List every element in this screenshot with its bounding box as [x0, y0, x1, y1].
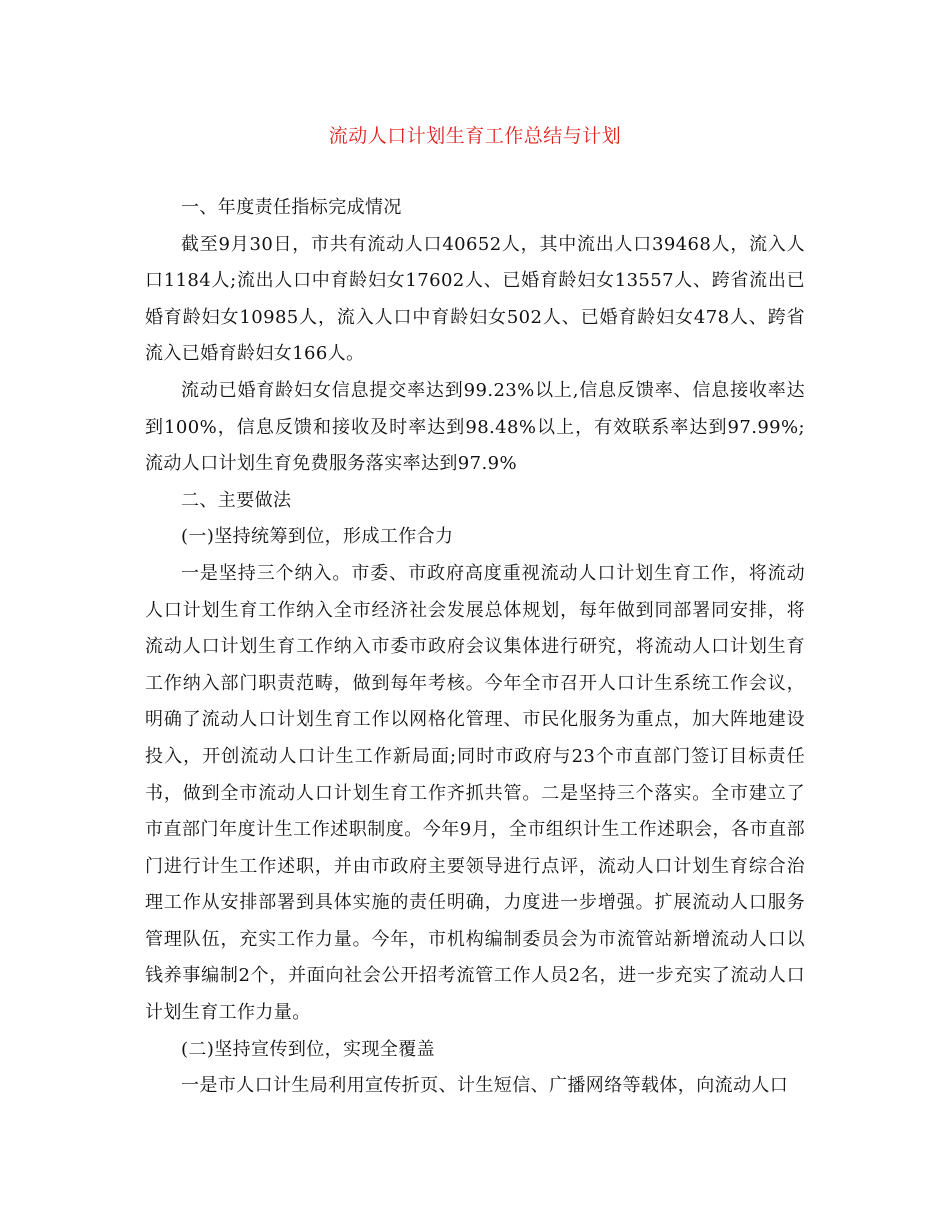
section-heading: 二、主要做法: [181, 489, 292, 511]
body-paragraph: 截至9月30日，市共有流动人口40652人，其中流出人口39468人，流入人口1184人;流出人口中育龄妇女17602人、已婚育龄妇女13557人、跨省流出已婚育龄妇女10985人，流入人口中育龄妇女502人、已婚育龄妇女478人、跨省流入已婚育龄妇女166人。: [145, 233, 805, 365]
subsection-heading: (一)坚持统筹到位，形成工作合力: [181, 526, 454, 548]
document-title: 流动人口计划生育工作总结与计划: [328, 125, 622, 147]
body-paragraph: 流动已婚育龄妇女信息提交率达到99.23%以上,信息反馈率、信息接收率达到100%，信息反馈和接收及时率达到98.48%以上，有效联系率达到97.99%;流动人口计划生育免费服务落实率达到97.9%: [145, 379, 805, 475]
section-heading: 一、年度责任指标完成情况: [181, 197, 402, 218]
body-paragraph: 一是坚持三个纳入。市委、市政府高度重视流动人口计划生育工作，将流动人口计划生育工作纳入全市经济社会发展总体规划，每年做到同部署同安排，将流动人口计划生育工作纳入市委市政府会议集体进行研究，将流动人口计划生育工作纳入部门职责范畴，做到每年考核。今年全市召开人口计生系统工作会议，明确了流动人口计划生育工作以网格化管理、市民化服务为重点，加大阵地建设投入，开创流动人口计生工作新局面;同时市政府与23个市直部门签订目标责任书，做到全市流动人口计划生育工作齐抓共管。二是坚持三个落实。全市建立了市直部门年度计生工作述职制度。今年9月，全市组织计生工作述职会，各市直部门进行计生工作述职，并由市政府主要领导进行点评，流动人口计划生育综合治理工作从安排部署到具体实施的责任明确，力度进一步增强。扩展流动人口服务管理队伍，充实工作力量。今年，市机构编制委员会为市流管站新增流动人口以钱养事编制2个，并面向社会公开招考流管工作人员2名，进一步充实了流动人口计划生育工作力量。: [145, 562, 805, 1024]
document-body: [145, 190, 805, 1105]
subsection-heading: (二)坚持宣传到位，实现全覆盖: [181, 1038, 436, 1060]
body-paragraph: 一是市人口计生局利用宣传折页、计生短信、广播网络等载体，向流动人口: [181, 1075, 789, 1097]
